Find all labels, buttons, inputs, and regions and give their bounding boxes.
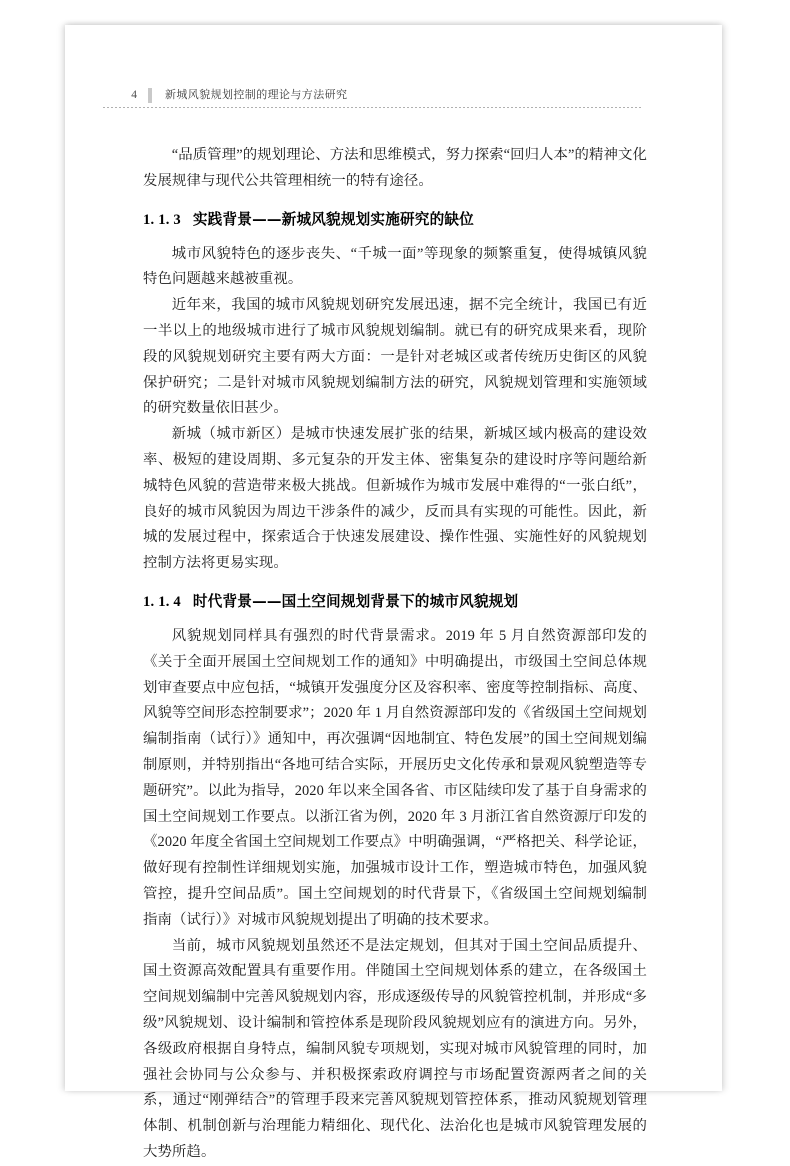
spacer <box>143 614 647 624</box>
running-head <box>103 85 678 111</box>
paragraph-113-3: 新城（城市新区）是城市快速发展扩张的结果，新城区域内极高的建设效率、极短的建设周期、多元复杂的开发主体、密集复杂的建设时序等问题给新城特色风貌的营造带来极大挑战。但新城作为城市发展中难得的“一张白纸”，良好的城市风貌因为周边干涉条件的减少，反而具有实现的可能性。因此，新城的发展过程中，探索适合于快速发展建设、操作性强、实施性好的风貌规划控制方法将更易实现。 <box>143 426 647 572</box>
running-head-dotted-rule <box>103 107 643 108</box>
running-head-row <box>103 85 678 105</box>
section-number-114: 1. 1. 4 <box>143 593 181 610</box>
page-number: 4 <box>131 89 137 101</box>
intro-paragraph: “品质管理”的规划理论、方法和思维模式，努力探索“回归人本”的精神文化发展规律与现代公共管理相统一的特有途径。 <box>143 147 647 189</box>
paragraph-113-1: 城市风貌特色的逐步丧失、“千城一面”等现象的频繁重复，使得城镇风貌特色问题越来越被重视。 <box>143 245 647 288</box>
section-heading-113 <box>143 208 647 232</box>
document-page <box>65 25 722 1160</box>
section-title-113: 实践背景——新城风貌规划实施研究的缺位 <box>192 210 474 228</box>
paragraph-114-1: 风貌规划同样具有强烈的时代背景需求。2019 年 5 月自然资源部印发的《关于全面开展国土空间规划工作的通知》中明确提出，市级国土空间总体规划审查要点中应包括，“城镇开发强度分区及容积率、密度等控制指标、高度、风貌等空间形态控制要求”；2020 年 1 月自然资源部印发的《省级国土空间规划编制指南（试行）》通知中，再次强调“因地制宜、特色发展”的国土空间规划编制原则，并特别指出“各地可结合实际，开展历史文化传承和景观风貌塑造等专题研究”。以此为指导，2020 年以来全国各省、市区陆续印发了基于自身需求的国土空间规划工作要点。以浙江省为例，2020 年 3 月浙江省自然资源厅印发的《2020 年度全省国土空间规划工作要点》中明确强调，“严格把关、科学论证，做好现有控制性详细规划实施，加强城市设计工作，塑造城市特色，加强风貌管控，提升空间品质”。国土空间规划的时代背景下，《省级国土空间规划编制指南（试行）》对城市风貌规划提出了明确的技术要求。 <box>143 627 647 928</box>
folio-separator-bar <box>148 88 152 103</box>
spacer <box>143 195 647 208</box>
section-number-113: 1. 1. 3 <box>143 211 181 228</box>
body-text-column <box>143 143 647 1166</box>
spacer <box>143 577 647 590</box>
running-head-title: 新城风貌规划控制的理论与方法研究 <box>165 88 348 101</box>
paragraph-113-2: 近年来，我国的城市风貌规划研究发展迅速，据不完全统计，我国已有近一半以上的地级城市进行了城市风貌规划编制。就已有的研究成果来看，现阶段的风貌规划研究主要有两大方面：一是针对老城区或者传统历史街区的风貌保护研究；二是针对城市风貌规划编制方法的研究，风貌规划管理和实施领域的研究数量依旧甚少。 <box>143 297 647 417</box>
paragraph-114-2: 当前，城市风貌规划虽然还不是法定规划，但其对于国土空间品质提升、国土资源高效配置具有重要作用。伴随国土空间规划体系的建立，在各级国土空间规划编制中完善风貌规划内容，形成逐级传导的风貌管控机制，并形成“多级”风貌规划、设计编制和管控体系是现阶段风貌规划应有的演进方向。另外，各级政府根据自身特点，编制风貌专项规划，实现对城市风貌管理的同时，加强社会协同与公众参与、并积极探索政府调控与市场配置资源两者之间的关系，通过“刚弹结合”的管理手段来完善风貌规划管控体系，推动风貌规划管理体制、机制创新与治理能力精细化、现代化、法治化也是城市风貌管理发展的大势所趋。 <box>143 937 647 1160</box>
spacer <box>143 232 647 242</box>
section-title-114: 时代背景——国土空间规划背景下的城市风貌规划 <box>192 592 519 610</box>
section-heading-114 <box>143 590 647 614</box>
